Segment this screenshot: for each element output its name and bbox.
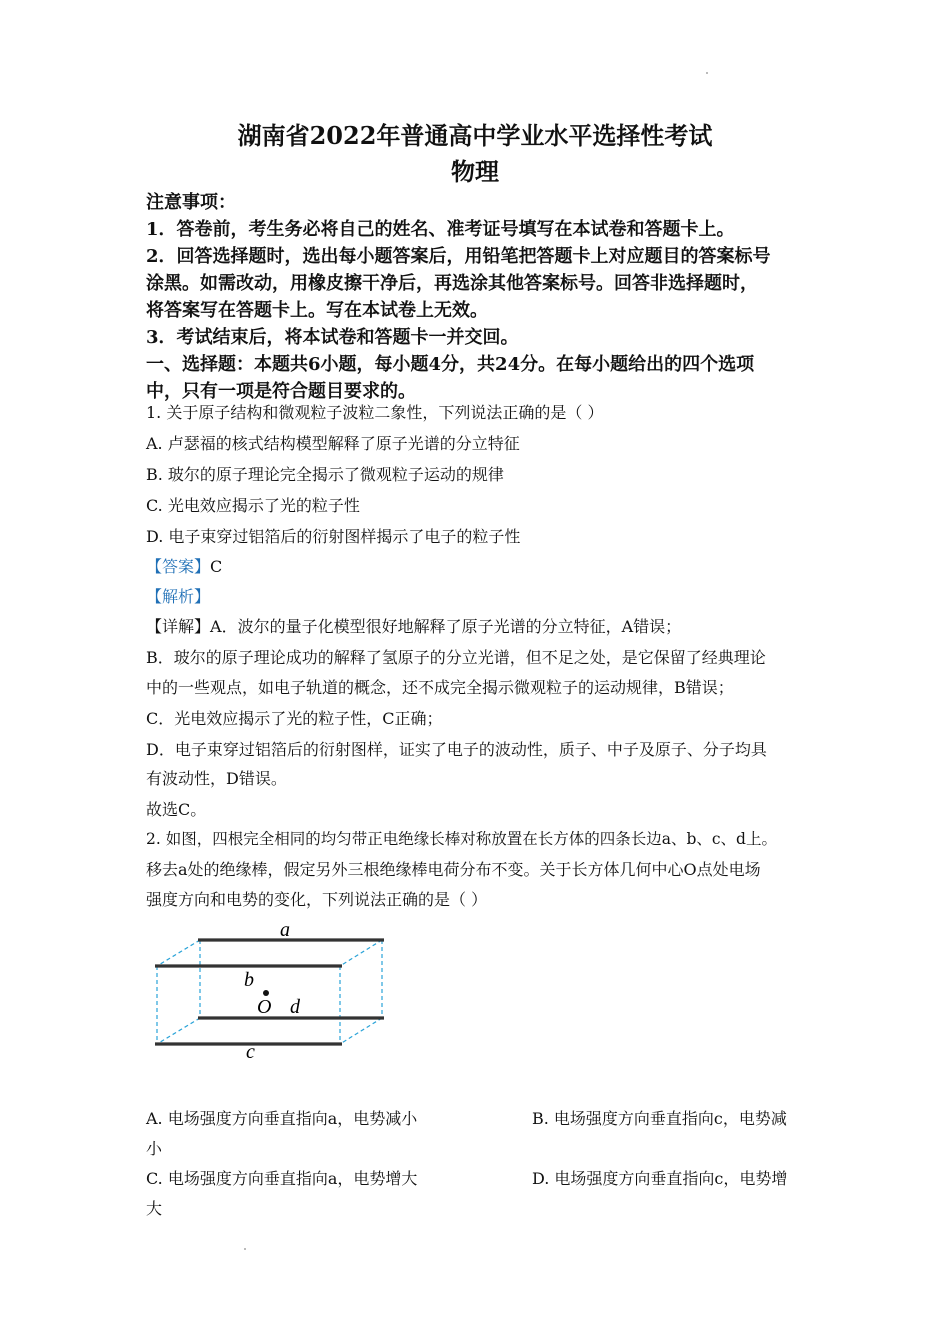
subject-title: 物理 xyxy=(451,157,499,186)
note-line: 涂黑。如需改动，用橡皮擦干净后，再选涂其他答案标号。回答非选择题时， xyxy=(146,273,758,294)
cuboid-edges xyxy=(157,940,382,1044)
section-heading: 中，只有一项是符合题目要求的。 xyxy=(146,381,416,402)
detail-line: 中的一些观点，如电子轨道的概念，还不成完全揭示微观粒子的运动规律，B错误； xyxy=(146,678,734,697)
analysis-tag: 【解析】 xyxy=(146,587,211,606)
q2-option-d: D. 电场强度方向垂直指向c，电势增 xyxy=(532,1169,788,1188)
detail-line: 有波动性，D错误。 xyxy=(146,769,287,788)
q2-option-c-wrap: 大 xyxy=(146,1199,163,1218)
cuboid-figure xyxy=(150,918,390,1068)
detail-tag: 【详解】 xyxy=(146,617,211,636)
label-c: c xyxy=(246,1041,255,1063)
section-heading: 一、选择题：本题共6小题，每小题4分，共24分。在每小题给出的四个选项 xyxy=(146,354,755,375)
q2-stem-line: 移去a处的绝缘棒，假定另外三根绝缘棒电荷分布不变。关于长方体几何中心O点处电场 xyxy=(146,860,761,879)
q2-option-c: C. 电场强度方向垂直指向a，电势增大 xyxy=(146,1169,418,1188)
note-line: 3．考试结束后，将本试卷和答题卡一并交回。 xyxy=(146,327,519,348)
q1-answer-row xyxy=(146,554,222,577)
detail-line: C．光电效应揭示了光的粒子性，C正确； xyxy=(146,709,443,728)
note-line: 将答案写在答题卡上。写在本试卷上无效。 xyxy=(146,300,488,321)
q2-option-a: A. 电场强度方向垂直指向a，电势减小 xyxy=(146,1109,418,1128)
note-line: 1．答卷前，考生务必将自己的姓名、准考证号填写在本试卷和答题卡上。 xyxy=(146,219,735,240)
exam-title: 湖南省2022年普通高中学业水平选择性考试 xyxy=(237,121,713,150)
label-o: O xyxy=(257,996,272,1018)
label-d: d xyxy=(290,996,300,1018)
q2-option-b: B. 电场强度方向垂直指向c，电势减 xyxy=(532,1109,787,1128)
scan-speck xyxy=(244,1248,246,1250)
charged-rods xyxy=(155,940,384,1044)
q1-option-c: C. 光电效应揭示了光的粒子性 xyxy=(146,496,360,515)
q2-option-a-wrap: 小 xyxy=(146,1139,163,1158)
detail-conclusion: 故选C。 xyxy=(146,800,207,819)
notes-heading: 注意事项： xyxy=(146,192,236,213)
scan-speck xyxy=(706,72,708,74)
detail-line: D．电子束穿过铝箔后的衍射图样，证实了电子的波动性，质子、中子及原子、分子均具 xyxy=(146,740,767,759)
note-line: 2．回答选择题时，选出每小题答案后，用铅笔把答题卡上对应题目的答案标号 xyxy=(146,246,771,267)
q1-option-a: A. 卢瑟福的核式结构模型解释了原子光谱的分立特征 xyxy=(146,434,520,453)
q1-option-d: D. 电子束穿过铝箔后的衍射图样揭示了电子的粒子性 xyxy=(146,527,521,546)
q1-option-b: B. 玻尔的原子理论完全揭示了微观粒子运动的规律 xyxy=(146,465,504,484)
detail-line: A．波尔的量子化模型很好地解释了原子光谱的分立特征，A错误； xyxy=(210,617,682,636)
q2-stem-line: 2. 如图，四根完全相同的均匀带正电绝缘长棒对称放置在长方体的四条长边a、b、c、d上。 xyxy=(146,830,777,848)
answer-tag: 【答案】 xyxy=(146,557,211,576)
label-a: a xyxy=(280,919,290,941)
label-b: b xyxy=(244,969,254,991)
answer-value: C xyxy=(210,557,223,576)
detail-line: B．玻尔的原子理论成功的解释了氢原子的分立光谱，但不足之处，是它保留了经典理论 xyxy=(146,648,766,667)
q1-stem: 1. 关于原子结构和微观粒子波粒二象性，下列说法正确的是（ ） xyxy=(146,403,604,422)
q2-stem-line: 强度方向和电势的变化，下列说法正确的是（ ） xyxy=(146,890,488,909)
detail-row xyxy=(146,614,681,637)
